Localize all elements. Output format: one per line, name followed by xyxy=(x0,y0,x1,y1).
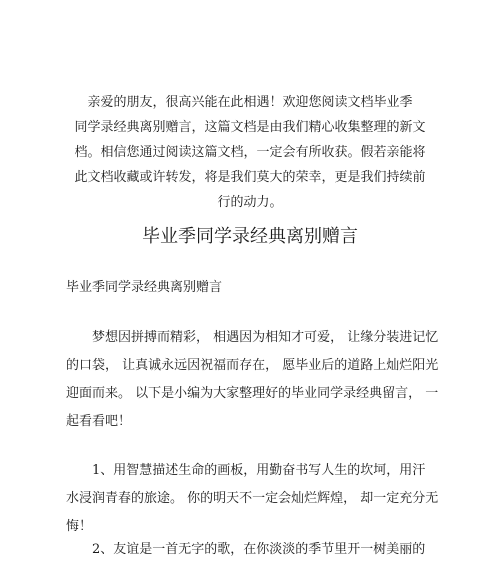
paragraph-line: 1、用智慧描述生命的画板，用勤奋书写人生的坎坷，用汗 xyxy=(92,463,426,478)
intro-paragraph xyxy=(62,90,438,215)
body-paragraph-3 xyxy=(66,536,446,564)
paragraph-line: 2、友谊是一首无字的歌，在你淡淡的季节里开一树美丽的 xyxy=(92,542,426,557)
intro-line: 此文档收藏或许转发，将是我们莫大的荣幸，更是我们持续前 xyxy=(74,170,426,185)
paragraph-line: 悔！ xyxy=(66,519,93,534)
body-paragraph-1 xyxy=(66,324,446,436)
paragraph-line: 迎面而来。 以下是小编为大家整理好的毕业同学录经典留言， 一 xyxy=(66,386,439,401)
body-paragraph-2 xyxy=(66,457,446,541)
intro-line: 档。相信您通过阅读这篇文档，一定会有所收获。假若亲能将 xyxy=(74,145,426,160)
intro-line: 亲爱的朋友，很高兴能在此相遇！欢迎您阅读文档毕业季 xyxy=(87,95,413,110)
intro-line: 同学录经典离别赠言，这篇文档是由我们精心收集整理的新文 xyxy=(74,120,426,135)
document-title: 毕业季同学录经典离别赠言 xyxy=(142,226,358,247)
section-subtitle: 毕业季同学录经典离别赠言 xyxy=(66,280,223,295)
paragraph-line: 的口袋， 让真诚永远因祝福而存在， 愿毕业后的道路上灿烂阳光 xyxy=(66,358,439,373)
paragraph-line: 梦想因拼搏而精彩， 相遇因为相知才可爱， 让缘分装进记忆 xyxy=(92,330,439,345)
intro-line: 行的动力。 xyxy=(217,195,283,210)
paragraph-line: 起看看吧！ xyxy=(66,414,132,429)
paragraph-line: 水浸润青春的旅途。 你的明天不一定会灿烂辉煌， 却一定充分无 xyxy=(66,491,439,506)
